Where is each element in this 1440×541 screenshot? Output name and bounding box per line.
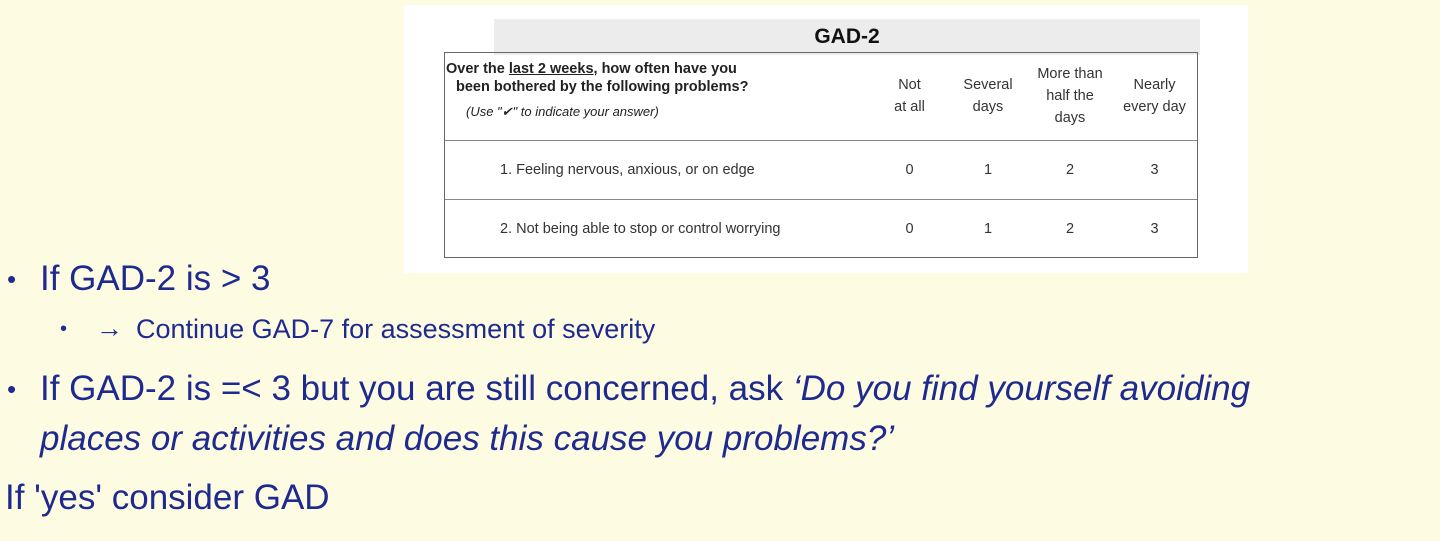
table-row (444, 140, 1198, 199)
question-line2: been bothered by the following problems? (456, 79, 749, 95)
table-row (444, 199, 1198, 258)
bullet-gad2-at-most-3: If GAD-2 is =< 3 but you are still concerned, ask ‘Do you find yourself avoiding (40, 369, 1251, 408)
score-cell: 3 (1150, 220, 1159, 237)
question-cell (444, 52, 872, 140)
score-cell: 0 (905, 220, 914, 237)
column-header-nearly-every-day: Nearly every day (1111, 52, 1198, 140)
question-hint: (Use "✔" to indicate your answer) (466, 104, 659, 119)
arrow-icon: → (96, 313, 123, 343)
question-line1: Over the last 2 weeks, how often have you (446, 61, 737, 77)
card-title-bar (494, 19, 1200, 55)
sub-bullet-dot: • (60, 318, 68, 340)
score-cell: 0 (872, 140, 947, 199)
score-cell: 2 (1065, 220, 1075, 237)
column-header-not-at-all: Not at all (872, 52, 947, 140)
card-title: GAD-2 (814, 25, 880, 48)
conclusion-text: If 'yes' consider GAD (5, 478, 330, 517)
score-cell: 2 (1029, 140, 1111, 199)
question-quote: ‘Do you find yourself avoiding (792, 369, 1251, 408)
item-label: 2. Not being able to stop or control worrying (500, 220, 781, 237)
bullet-dot: • (7, 374, 17, 404)
item-label: 1. Feeling nervous, anxious, or on edge (444, 140, 872, 199)
score-cell: 3 (1111, 140, 1198, 199)
table-header-row (444, 52, 1198, 140)
column-header-more-than-half: More than half the days (1029, 52, 1111, 140)
sub-bullet-continue-gad7: Continue GAD-7 for assessment of severity (136, 314, 656, 344)
column-header-several-days: Several days (947, 52, 1029, 140)
bullet-gad2-above-3: If GAD-2 is > 3 (40, 259, 271, 298)
gad2-table (444, 52, 1198, 258)
score-cell: 1 (947, 140, 1029, 199)
bullet-dot: • (7, 264, 17, 294)
bullet-gad2-continuation: places or activities and does this cause you problems?’ (40, 419, 895, 458)
score-cell: 1 (983, 220, 993, 237)
